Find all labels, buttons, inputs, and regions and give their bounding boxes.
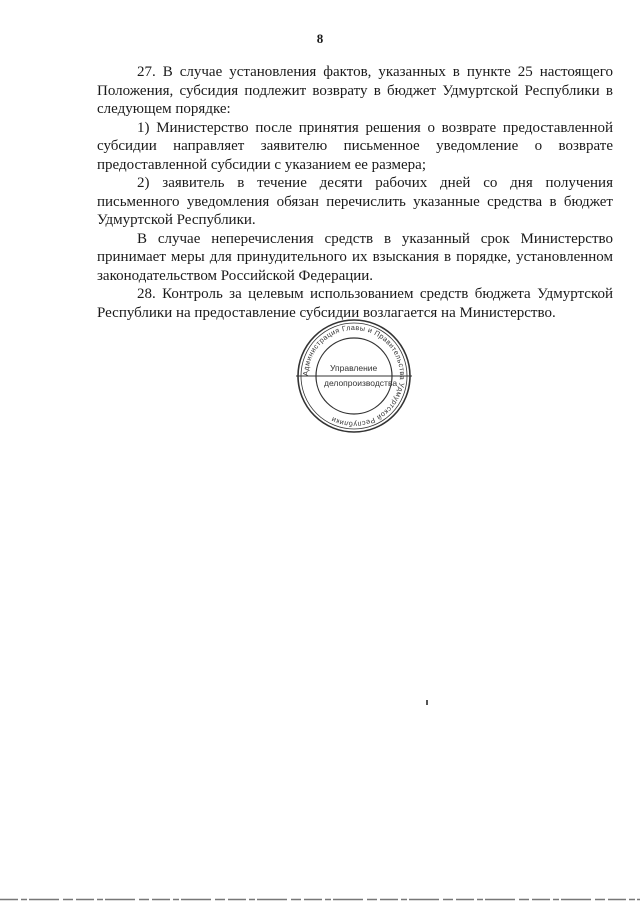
paragraph-27-item-2: 2) заявитель в течение десяти рабочих дней со дня получения письменного уведомления обязан перечислить указанные средства в бюджет Удмуртской Республики. bbox=[97, 175, 613, 228]
scan-speck bbox=[426, 700, 428, 705]
scan-bottom-edge bbox=[0, 898, 640, 901]
stamp-ring-text: Администрация Главы и Правительства Удмуртской Республики bbox=[300, 322, 408, 430]
paragraph-27-item-1: 1) Министерство после принятия решения о возврате предоставленной субсидии направляет заявителю письменное уведомление о возврате предоставленной субсидии с указанием ее размера; bbox=[97, 119, 613, 173]
page-number: 8 bbox=[316, 31, 324, 46]
paragraph-28: 28. Контроль за целевым использованием средств бюджета Удмуртской Республики на предоставление субсидии возлагается на Министерство. bbox=[97, 286, 613, 321]
paragraph-27: 27. В случае установления фактов, указанных в пункте 25 настоящего Положения, субсидия подлежит возврату в бюджет Удмуртской Республики в следующем порядке: bbox=[97, 64, 613, 117]
paragraph-27-enforcement: В случае неперечисления средств в указанный срок Министерство принимает меры для принудительного их взыскания в порядке, установленном законодательством Российской Федерации. bbox=[97, 230, 613, 284]
stamp-line-1: Управление bbox=[330, 363, 378, 373]
official-stamp bbox=[290, 318, 418, 436]
document-body bbox=[97, 63, 613, 322]
stamp-line-2: делопроизводства bbox=[324, 378, 398, 388]
